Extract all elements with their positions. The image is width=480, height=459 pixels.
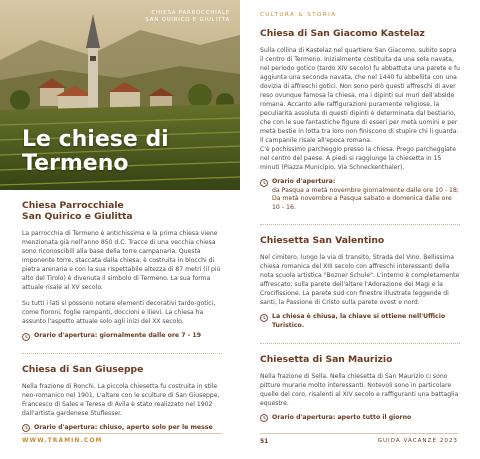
opening-hours-text: Orario d'apertura: chiuso, aperto solo per le messe: [34, 423, 213, 431]
opening-hours: [260, 313, 460, 330]
section-title: Chiesa Parrocchiale San Quirico e Giulitta: [22, 200, 133, 222]
footer-rule: [260, 433, 458, 434]
opening-hours-text: Orario d'apertura: giornalmente dalle ore 7 - 19: [34, 332, 202, 339]
section-san-valentino: [260, 235, 460, 330]
section-san-giacomo-kastelaz: [260, 28, 460, 212]
opening-hours-line: da Pasqua a metà novembre giornalmente dalle ore 10 - 18;: [272, 186, 460, 194]
section-title: Chiesa di San Giacomo Kastelaz: [260, 28, 425, 39]
section-san-maurizio: [260, 354, 460, 423]
section-paragraph: C'è pochissimo parcheggio presso la chiesa. Prego parcheggiate nel centro del paese. A piedi si raggiunge la chiesetta in 15 minuti (Piazza Municipio, Via Schneckenthaler).: [260, 146, 457, 171]
section-divider: [22, 353, 222, 354]
section-san-quirico: [22, 200, 222, 341]
photo-caption-line2: SAN QUIRICO E GIULITTA: [145, 17, 230, 23]
opening-hours: [22, 424, 222, 433]
clock-icon: [260, 314, 268, 322]
clock-icon: [22, 333, 30, 341]
clock-icon: [260, 179, 268, 187]
hero-photo: [0, 0, 240, 190]
category-label: CULTURA & STORIA: [260, 12, 337, 18]
right-body: [260, 28, 460, 422]
opening-hours: [260, 178, 460, 212]
section-title: Chiesetta di San Maurizio: [260, 353, 393, 365]
website-link[interactable]: WWW.TRAMIN.COM: [22, 438, 103, 444]
clock-icon: [260, 414, 268, 422]
section-divider: [260, 343, 460, 344]
photo-caption: [145, 10, 230, 24]
opening-hours: [260, 414, 460, 423]
opening-hours-label: Orario d'apertura:: [272, 178, 336, 185]
guide-title: GUIDA VACANZE 2023: [377, 438, 458, 444]
section-paragraph: Nel cimitero, lungo la via di transito, Strada del Vino. Bellissima chiesa romanica del XIII secolo con affreschi interessanti della nota scuola artistica "Bozner Schule". L'interno è completamente affrescato; sulla parete dell'altare l'Adorazione dei Magi e la Crocifissione. La parete sud con finestre illustrate leggende di santi, la Passione di Cristo sulla parete ovest e nord.: [260, 254, 460, 307]
section-title: Chiesetta San Valentino: [260, 235, 385, 247]
section-paragraph: Nella frazione di Ronchi. La piccola chiesetta fu costruita in stile neo-romanico nel 1901. L'altare con le sculture di San Giuseppe, Francesco di Sales e Teresa di Avila è stato realizzato nel 1902 dall'artista gardenese Stuflesser.: [22, 382, 220, 417]
photo-caption-line1: CHIESA PARROCCHIALE: [151, 10, 230, 16]
right-column: [260, 0, 460, 459]
page-footer: [0, 433, 480, 447]
footer-rule: [22, 433, 222, 434]
clock-icon: [22, 424, 30, 432]
opening-hours-text: Orario d'apertura: aperto tutto il giorno: [272, 413, 412, 421]
page-title-line2: Termeno: [22, 151, 129, 176]
opening-hours-line: Da metà novembre a Pasqua sabato e domenica dalle ore 10 - 16.: [272, 195, 452, 211]
section-paragraph: Nella frazione di Sella. Nella chiesetta di San Maurizio ci sono pitture murarie molto interessanti. Notevoli sono in particolare quelle del coro, risalenti al XIV secolo e raffiguranti una battaglia equestre.: [260, 372, 459, 407]
page-title: [22, 128, 169, 176]
section-paragraph: La parrocchia di Termeno è antichissima e la prima chiesa viene menzionata già nell'anno 850 d.C. Tracce di una vecchia chiesa sono riconoscibili alla base della torre campanaria. Questa imponente torre, staccata dalla chiesa, è costruita in blocchi di pietra arenaria e con la sua rispettabile altezza di 87 metri (il più alto del Tirolo) è divenuta il simbolo di Termeno. La sua forma attuale risale al XV secolo.: [22, 230, 221, 291]
left-body: [22, 200, 222, 432]
opening-hours-text: La chiesa è chiusa, la chiave si ottiene nell'Ufficio Turistico.: [272, 313, 446, 329]
section-title: Chiesa di San Giuseppe: [22, 363, 144, 375]
section-paragraph: Su tutti i lati si possono notare elementi decorativi tardo-gotici, come fioroni, foglie rampanti, doccioni e ilievi. La chiesa ha assunto l'aspetto attuale solo agli inizi del XX secolo.: [22, 300, 216, 325]
section-san-giuseppe: [22, 364, 222, 433]
opening-hours: [22, 332, 222, 341]
page-number: 51: [260, 438, 269, 445]
section-paragraph: Sulla collina di Kastelaz nel quartiere San Giacomo, subito sopra il centro di Termeno. Inizialmente costituita da una sola navata, nel periodo gotico (tardo XIV secolo) fu abbattuta una parete e fu aggiunta una seconda navata, che nel 1440 fu abbellita con una dovizia di affreschi gotici. Non sono però questi affreschi di aver reso ovunque famosa la chiesa, ma i dipinti sui muri dell'abside romana. Accanto alle raffigurazioni puramente religiose, la peculiarità assoluta di questi dipinti è determinata dal bestiario, che con le sue fantastiche figure di esseri per metà uomini e per metà bestie in lotta tra loro non finiscono di stupire chi li guarda. Il campanile risale all'epoca romana.: [260, 47, 460, 144]
page-title-line1: Le chiese di: [22, 127, 169, 152]
section-divider: [260, 224, 460, 225]
